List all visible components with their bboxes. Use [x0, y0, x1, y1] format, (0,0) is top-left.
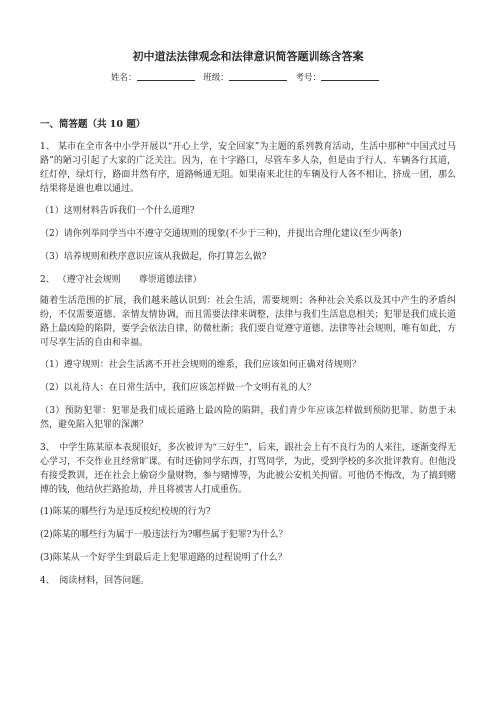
student-info-line [40, 71, 456, 85]
class-label: 班级： [203, 73, 229, 84]
question-3-sub-3: (3)陈某从一个好学生到最后走上犯罪道路的过程说明了什么？ [40, 552, 287, 563]
question-3-sub-1: (1)陈某的哪些行为是违反校纪校规的行为? [40, 506, 211, 517]
question-4-text: 4、 阅读材料，回答问题。 [40, 575, 150, 586]
class-blank[interactable] [229, 71, 287, 81]
question-2-text: 2、 （遵守社会规则 尊崇道德法律） [40, 274, 202, 285]
exam-number-label: 考号： [295, 73, 321, 84]
question-1-sub-2: （2）请你列举同学当中不遵守交通规则的现象(不少于三种)，并提出合理化建议(至少两条) [40, 228, 402, 239]
question-3-sub-2: (2)陈某的哪些行为属于一般违法行为?哪些属于犯罪?为什么？ [40, 529, 288, 540]
question-1-sub-1: （1）这则材料告诉我们一个什么道理? [40, 205, 195, 216]
name-blank[interactable] [137, 71, 195, 81]
question-2-sub-2: （2）以礼待人：在日常生活中，我们应该怎样做一个文明有礼的人？ [40, 383, 316, 394]
question-1-text: 1、 某市在全市各中小学开展以“开心上学，安全回家”为主题的系列教育活动，生活中那种“中国式过马路”的陋习引起了大家的广泛关注。因为，在十字路口，尽管车多人杂，但是由于行人、车辆各行其道，红灯停，绿灯行，路面井然有序，道路畅通无阻。如果南来北往的车辆及行人各不相让，挤成一团，那么结果将是谁也难以通过。 [40, 141, 456, 194]
question-2-sub-1: （1）遵守规则：社会生活离不开社会规则的维系，我们应该如何正确对待规则？ [40, 360, 361, 371]
document-title: 初中道法法律观念和法律意识简答题训练含答案 [132, 50, 364, 63]
exam-number-blank[interactable] [321, 71, 379, 81]
name-label: 姓名： [111, 73, 137, 84]
question-2-material: 随着生活范围的扩展，我们越来越认识到：社会生活，需要规则；各种社会关系以及其中产生的矛盾纠纷，不仅需要道德、亲情友情协调，而且需要法律来调整，法律与我们生活息息相关；犯罪是我们成长道路上最凶险的陷阱，要学会依法自律，防微杜渐；我们要自觉遵守道德、法律等社会规则，唯有如此，方可尽享生活的自由和幸福。 [40, 296, 456, 349]
question-3-text: 3、 中学生陈某原本表现很好，多次被评为“三好生”，后来，跟社会上有不良行为的人来往，逐渐变得无心学习，不交作业且经常旷课。有时还偷同学东西，打骂同学，为此，受到学校的多次批评教育。但他没有接受教训，还在社会上偷窃少量财物，参与赌博等，为此被公安机关拘留。可他仍不悔改，为了搞到赌博的钱，他结伙拦路抢劫，并且将被害人打成重伤。 [40, 442, 456, 495]
section-heading: 一、简答题（共 10 题） [40, 119, 146, 131]
question-2-sub-3: （3）预防犯罪：犯罪是我们成长道路上最凶险的陷阱，我们青少年应该怎样做到预防犯罪、防患于未然，避免陷入犯罪的深渊？ [40, 406, 456, 430]
question-1-sub-3: （3）培养规则和秩序意识应该从我做起，你打算怎么做? [40, 251, 267, 262]
